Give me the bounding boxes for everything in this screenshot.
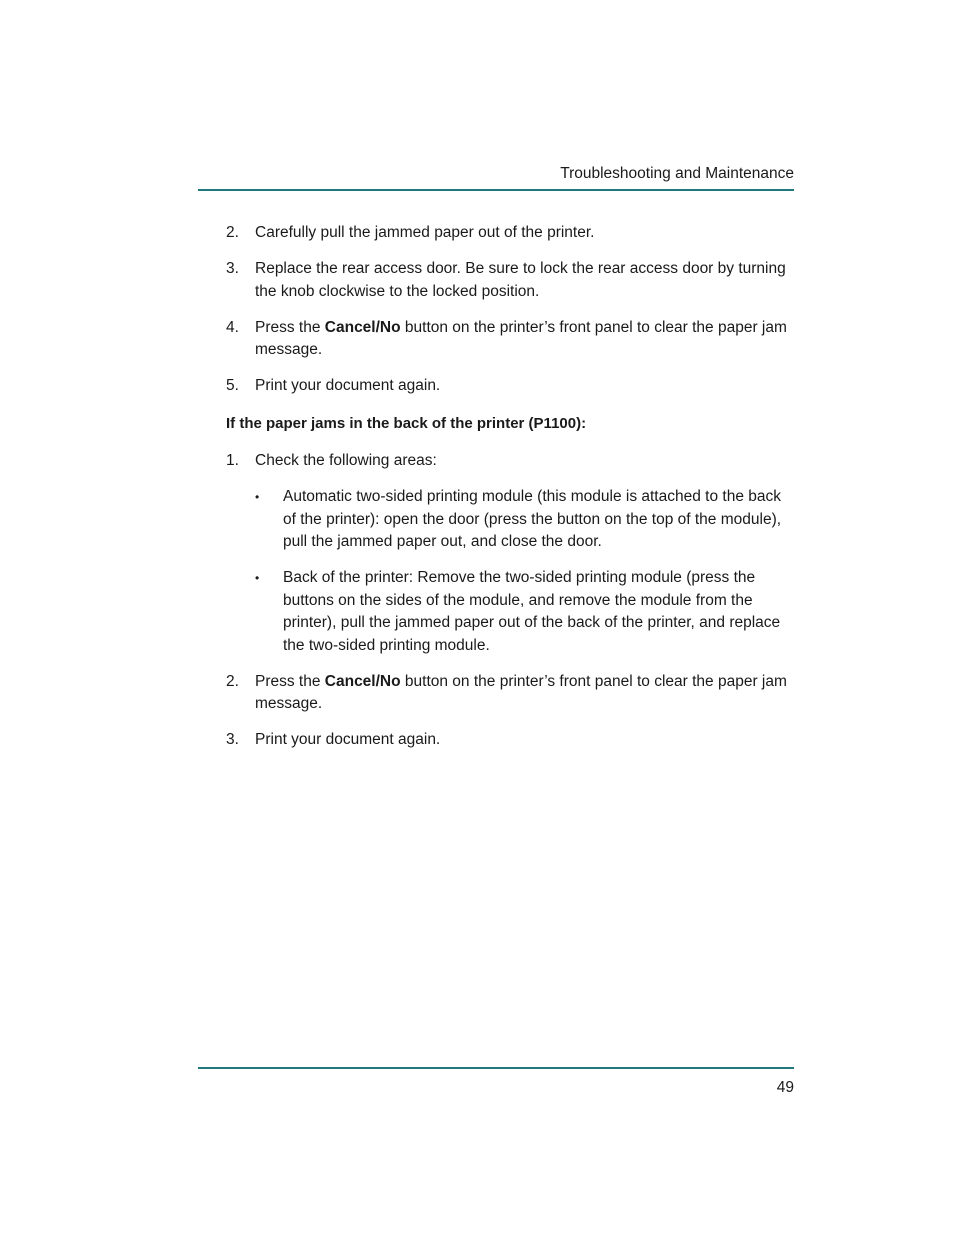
step-2 [226,222,796,245]
step-text: Replace the rear access door. Be sure to lock the rear access door by turning the knob clockwise to the locked position. [255,260,786,300]
step-text: Carefully pull the jammed paper out of the printer. [255,224,595,241]
button-name: Cancel/No [324,318,401,336]
step-text [255,317,796,362]
step-text-post: button on the printer’s front panel to clear the paper jam message. [255,318,787,358]
step-number: 4. [226,318,239,336]
step-3-b [226,729,796,752]
step-number: 1. [226,452,239,469]
bullet-item [255,486,796,554]
footer-rule [198,1067,794,1069]
step-2-b [226,671,796,716]
step-4 [226,317,796,362]
step-text: Print your document again. [255,377,441,394]
step-text: Print your document again. [255,731,441,748]
bullet-text: Back of the printer: Remove the two-sided printing module (press the buttons on the sides of the module, and remove the module from the printer), pull the jammed paper out of the back of the printer, and replace the two-sided printing module. [283,569,781,654]
header-rule [198,189,794,191]
step-text [255,671,796,716]
section-heading: If the paper jams in the back of the printer (P1100): [226,414,587,432]
step-text-post: button on the printer’s front panel to clear the paper jam message. [255,672,787,712]
step-number: 3. [226,731,239,748]
bullet-icon: • [255,571,260,585]
button-name: Cancel/No [324,672,401,690]
step-number: 5. [226,377,239,394]
bullet-text: Automatic two-sided printing module (this module is attached to the back of the printer): open the door (press the button on the top of the module), pull the jammed paper out, and close the door. [283,488,782,550]
step-number: 2. [226,224,239,241]
running-header: Troubleshooting and Maintenance [560,165,794,182]
step-number: 3. [226,260,239,277]
step-1 [226,450,796,473]
page-content [226,222,796,752]
bullet-item [255,567,796,657]
step-number: 2. [226,672,239,690]
step-3 [226,258,796,303]
step-text-pre: Press the [255,318,325,336]
page-number: 49 [776,1079,794,1096]
step-text-pre: Press the [255,672,325,690]
step-text: Check the following areas: [255,452,437,469]
bullet-icon: • [255,490,260,504]
step-5 [226,375,796,398]
